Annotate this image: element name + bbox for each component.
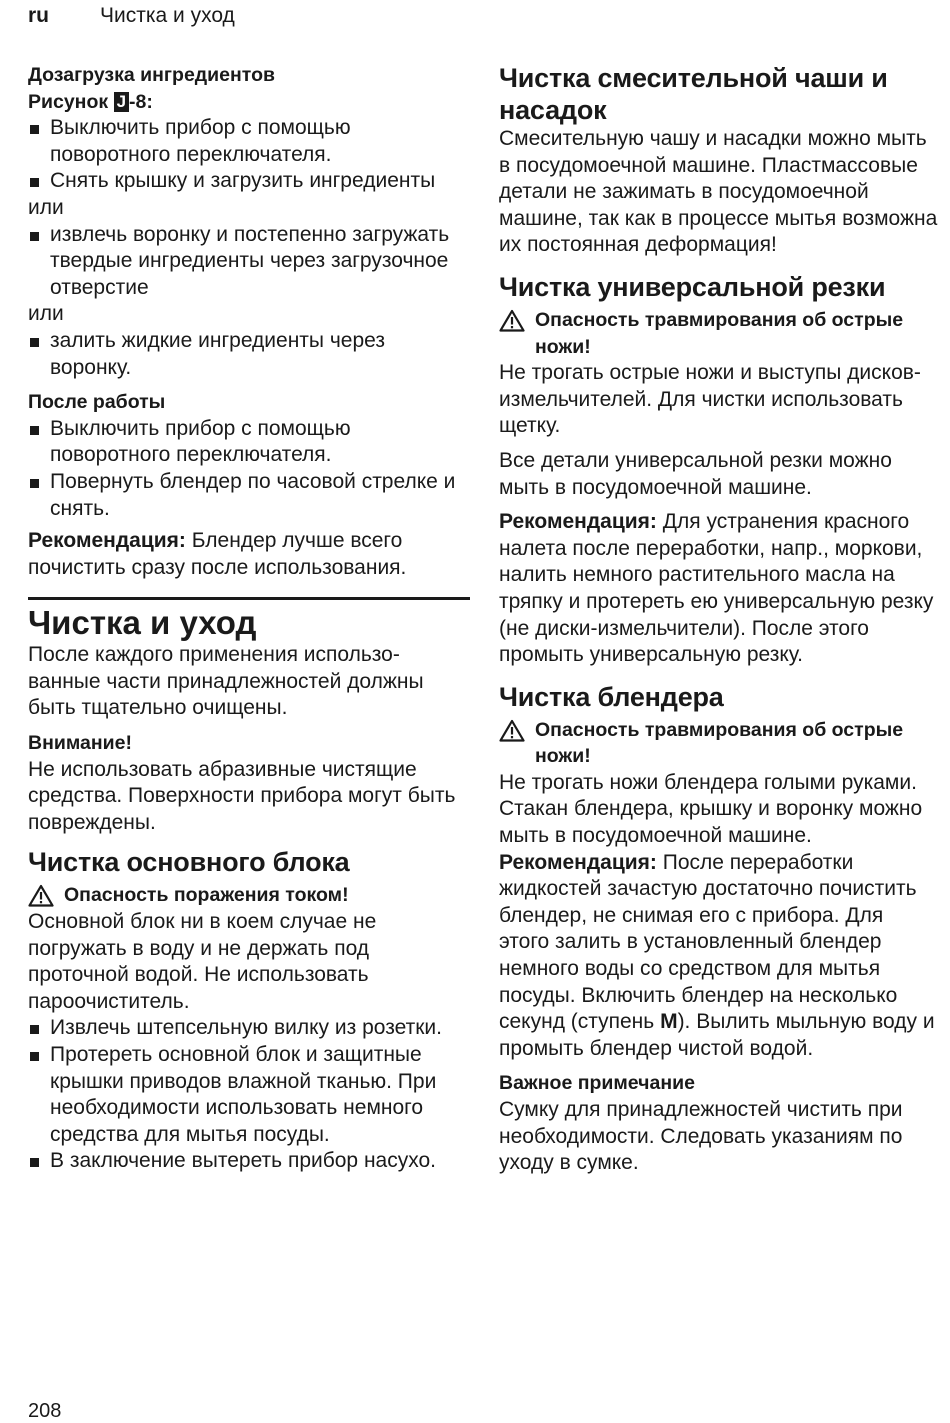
after-work-heading: После работы [28, 391, 166, 414]
figure-reference: Рисунок J -8: [28, 90, 153, 113]
list-item: Снять крышку и загрузить ингредиенты [28, 168, 470, 195]
bowl-text: Смесительную чашу и насадки можно мыть в посудомоечной машине. Пластмассовые детали не зажимать в посудомоечной машине, так как в процессе мытья возможна их постоянная деформация! [499, 127, 938, 257]
blender-text-1: Не трогать ножи блендера голыми руками. [499, 770, 917, 794]
right-column [499, 62, 939, 1177]
list-item: Выключить прибор с помощью поворотного переключателя. [28, 115, 470, 168]
list-item: извлечь воронку и постепенно загружать твердые ингредиенты через загрузочное отверстие [28, 222, 470, 302]
or-text: или [28, 302, 64, 326]
warning-triangle-icon [28, 884, 54, 907]
bowl-cleaning-heading: Чистка смесительной чаши и насадок [499, 63, 888, 125]
left-column [28, 62, 470, 1175]
care-intro: После каждого применения использо-ванные части принадлежностей должны быть тщательно очищены. [28, 643, 424, 720]
attention-heading: Внимание! [28, 732, 132, 755]
important-note-heading: Важное примечание [499, 1072, 695, 1095]
cutter-text-1: Не трогать острые ножи и выступы дисков-измельчителей. Для чистки использовать щетку. [499, 361, 921, 438]
list-item: Повернуть блендер по часовой стрелке и снять. [28, 469, 470, 522]
or-text: или [28, 195, 64, 219]
recommendation: Рекомендация: Для устранения красного налета после переработки, напр., моркови, налить немного растительного масла на тряпку и протереть ею универсальную резку (не диски-измельчители). После этого промыть универсальную резку. [499, 510, 934, 667]
header-title: Чистка и уход [100, 4, 235, 27]
list-item: залить жидкие ингредиенты через воронку. [28, 328, 470, 381]
recommendation: Рекомендация: Блендер лучше всего почистить сразу после использования. [28, 529, 407, 579]
important-note-text: Сумку для принадлежностей чистить при необходимости. Следовать указаниям по уходу в сумке. [499, 1098, 903, 1175]
shock-warning: Опасность поражения током! [28, 882, 470, 909]
section-divider [28, 597, 470, 600]
attention-text: Не использовать абразивные чистящие средства. Поверхности прибора могут быть повреждены. [28, 757, 456, 834]
list-item: В заключение вытереть прибор насухо. [28, 1148, 470, 1175]
cutter-cleaning-heading: Чистка универсальной резки [499, 271, 886, 302]
list-item: Выключить прибор с помощью поворотного переключателя. [28, 416, 470, 469]
refill-heading: Дозагрузка ингредиентов [28, 64, 275, 86]
base-text: Основной блок ни в коем случае не погружать в воду и не держать под проточной водой. Не использовать пароочиститель. [28, 910, 377, 1013]
list-item: Извлечь штепсельную вилку из розетки. [28, 1015, 470, 1042]
blender-text-2: Стакан блендера, крышку и воронку можно мыть в посудомоечной машине. [499, 797, 923, 848]
care-heading: Чистка и уход [28, 604, 257, 642]
base-cleaning-heading: Чистка основного блока [28, 847, 350, 878]
blender-cleaning-heading: Чистка блендера [499, 681, 724, 712]
page-number: 208 [28, 1400, 62, 1422]
recommendation: Рекомендация: После переработки жидкостей зачастую достаточно почистить блендер, не снимая его с прибора. Для этого залить в установленный блендер немного воды со средством для мытья посуды. Включить блендер на несколько секунд (ступень M). Вылить мыльную воду и промыть блендер чистой водой. [499, 850, 935, 1060]
cutter-text-2: Все детали универсальной резки можно мыть в посудомоечной машине. [499, 448, 892, 499]
language-code: ru [28, 4, 49, 27]
warning-triangle-icon [499, 309, 525, 332]
cutter-warning: Опасность травмирования об острые ножи! [499, 307, 939, 360]
list-item: Протереть основной блок и защитные крышки приводов влажной тканью. При необходимости использовать немного средства для мытья посуды. [28, 1042, 470, 1148]
warning-triangle-icon [499, 719, 525, 742]
figure-box-label: J [114, 92, 129, 112]
blender-warning: Опасность травмирования об острые ножи! [499, 717, 939, 770]
page-header [28, 4, 235, 28]
